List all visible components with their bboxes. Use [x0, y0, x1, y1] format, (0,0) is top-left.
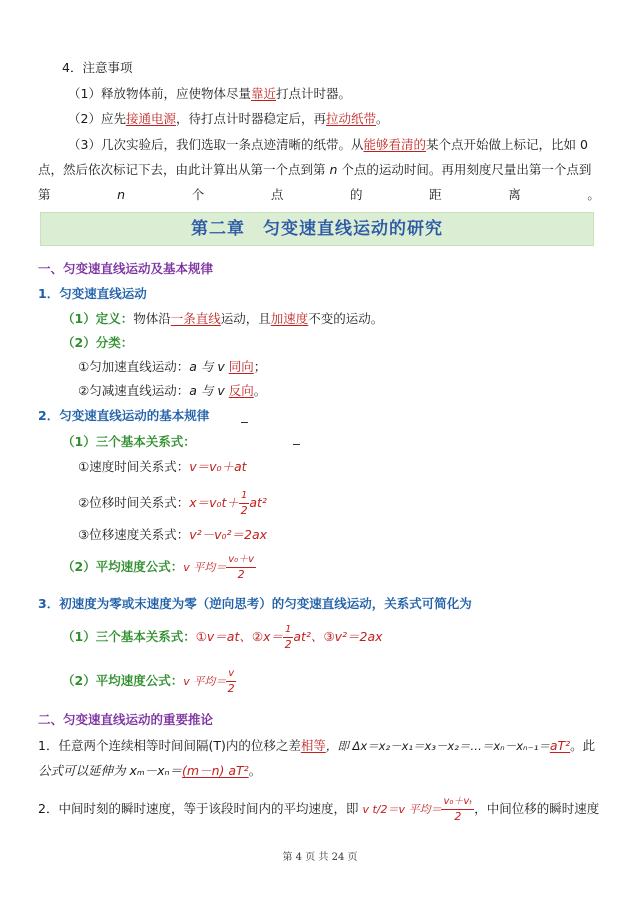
simplified-formula-1: ①v＝at、	[195, 629, 252, 644]
formula-expression-end: at²	[249, 495, 267, 510]
note-3-line-2-a: 点，然后依次标记下去，由此计算出从第一个点到第	[38, 162, 330, 177]
subsection-3-title: 3．初速度为零或末速度为零（逆向思考）的匀变速直线运动，关系式可简化为	[38, 596, 472, 611]
class-item-decelerate	[78, 383, 266, 399]
note-3-key: 能够看清的	[363, 137, 426, 152]
note-3-text-end: 某个点开始做上标记，比如 0	[425, 137, 588, 152]
fraction-denominator: 2	[454, 810, 462, 823]
justified-char: n	[117, 187, 126, 202]
formula-displacement-time	[78, 488, 267, 518]
note-2-text-mid: ，待打点计时器稳定后，再	[175, 111, 326, 126]
simplified-average-velocity-line	[62, 666, 236, 697]
formula-expression: v²－v₀²＝2ax	[189, 527, 268, 542]
fraction-denominator: 2	[240, 504, 248, 517]
chapter-title: 第二章 匀变速直线运动的研究	[40, 212, 594, 246]
subsection-1-title: 1．匀变速直线运动	[38, 286, 147, 301]
note-2-text-end: 。	[376, 111, 389, 126]
basic-relations-label: （1）三个基本关系式：	[62, 434, 196, 449]
average-velocity-label: （2）平均速度公式：	[62, 559, 184, 574]
justified-char: 离	[508, 187, 521, 202]
class-item-key: 反向	[228, 383, 254, 398]
simplified-relations-label: （1）三个基本关系式：	[62, 629, 196, 644]
note-1-text: （1）释放物体前，应使物体尽量	[68, 86, 251, 101]
class-item-label: ②匀减速直线运动：	[78, 383, 190, 398]
inference-2-fraction	[441, 795, 474, 824]
fraction-half	[283, 623, 293, 652]
inference-1-extension: 公式可以延伸为 xₘ－xₙ＝	[38, 763, 183, 778]
justified-char: 。	[587, 187, 600, 202]
definition-key-1: 一条直线	[170, 311, 221, 326]
inference-2-lhs: v t/2＝v 平均＝	[362, 803, 442, 816]
note-2-text: （2）应先	[68, 111, 126, 126]
formula-velocity-time	[78, 459, 247, 475]
inference-1-line-2	[38, 763, 261, 779]
justified-char: 的	[349, 187, 363, 202]
page-footer: 第 4 页 共 24 页	[282, 852, 358, 863]
fraction-numerator: 1	[283, 623, 293, 638]
inference-1-text: 1．任意两个连续相等时间间隔(T)内的位移之差	[38, 738, 301, 753]
inference-2-line	[38, 794, 599, 825]
average-velocity-lhs: v 平均＝	[183, 561, 227, 574]
notes-heading: 4．注意事项	[62, 60, 133, 75]
simplified-average-velocity-lhs: v 平均＝	[183, 675, 227, 688]
simplified-average-velocity-fraction	[226, 667, 236, 696]
definition-key-2: 加速度	[270, 311, 309, 326]
formula-label: ③位移速度关系式：	[78, 527, 190, 542]
inference-2-text: 2．中间时刻的瞬时速度，等于该段时间内的平均速度，即	[38, 801, 363, 816]
note-1-text-end: 打点计时器。	[275, 86, 351, 101]
note-2-key-1: 接通电源	[125, 111, 176, 126]
inference-1-line-1	[38, 738, 595, 754]
note-2-key-2: 拉动纸带	[325, 111, 376, 126]
note-item-1	[68, 86, 351, 102]
average-velocity-fraction	[226, 553, 256, 582]
simplified-relations-line	[62, 622, 383, 652]
underscore-mark	[241, 422, 248, 423]
fraction-numerator: v₀＋vₜ	[441, 795, 474, 810]
note-3-text: （3）几次实验后，我们选取一条点迹清晰的纸带。从	[68, 137, 364, 152]
fraction-half	[239, 489, 249, 518]
fraction-numerator: v	[226, 667, 236, 682]
definition-text: 物体沿	[133, 311, 171, 326]
note-item-2	[68, 111, 389, 127]
fraction-numerator: v₀＋v	[226, 553, 256, 568]
fraction-numerator: 1	[239, 489, 249, 504]
note-3-line-2-b: 个点的运动时间。再用刻度尺量出第一个点到	[337, 162, 592, 177]
inference-1-text-end: 。此	[570, 738, 596, 753]
formula-expression: v＝v₀＋at	[189, 459, 247, 474]
class-item-label: ①匀加速直线运动：	[78, 359, 190, 374]
class-item-vars: a 与 v	[189, 359, 229, 374]
definition-label: （1）定义：	[62, 311, 134, 326]
class-item-vars: a 与 v	[189, 383, 229, 398]
section-1-title: 一、匀变速直线运动及基本规律	[38, 261, 214, 276]
fraction-denominator: 2	[227, 682, 235, 695]
subsection-2-title: 2．匀变速直线运动的基本规律	[38, 408, 210, 423]
average-velocity-line	[62, 552, 256, 583]
simplified-formula-2: ②x＝	[251, 629, 283, 644]
formula-velocity-displacement	[78, 527, 267, 543]
note-3-n-var: n	[329, 162, 338, 177]
class-item-end: 。	[253, 383, 267, 398]
class-item-accelerate	[78, 359, 266, 375]
simplified-formula-3: ③v²＝2ax	[323, 629, 383, 644]
justified-char: 点	[270, 187, 284, 202]
inference-1-result: aT²	[549, 738, 571, 753]
inference-1-key: 相等	[300, 738, 326, 753]
underscore-mark	[293, 444, 300, 445]
definition-text-end: 不变的运动。	[308, 311, 384, 326]
formula-label: ②位移时间关系式：	[78, 495, 190, 510]
fraction-denominator: 2	[284, 638, 292, 651]
formula-expression: x＝v₀t＋	[189, 495, 239, 510]
definition-line	[62, 311, 383, 327]
justified-char: 第	[38, 187, 51, 202]
class-item-key: 同向	[228, 359, 254, 374]
inference-2-text-end: ，中间位移的瞬时速度	[474, 801, 600, 816]
section-2-title: 二、匀变速直线运动的重要推论	[38, 712, 214, 727]
inference-1-extension-result: (m－n) aT²	[182, 763, 249, 778]
simplified-average-velocity-label: （2）平均速度公式：	[62, 673, 184, 688]
note-1-key: 靠近	[250, 86, 276, 101]
inference-1-extension-end: 。	[248, 763, 262, 778]
simplified-formula-2-end: at²、	[293, 629, 324, 644]
justified-char: 个	[191, 187, 205, 202]
classification-label: （2）分类：	[62, 335, 134, 350]
class-item-end: ；	[253, 359, 267, 374]
justified-char: 距	[429, 187, 442, 202]
definition-text-mid: 运动，且	[220, 311, 271, 326]
note-item-3-line-2	[38, 162, 591, 178]
inference-1-formula: ，即 Δx＝x₂－x₁＝x₃－x₂＝…＝xₙ－xₙ₋₁＝	[325, 739, 550, 753]
formula-label: ①速度时间关系式：	[78, 459, 190, 474]
fraction-denominator: 2	[237, 568, 245, 581]
note-item-3-line-3	[38, 187, 600, 203]
note-item-3-line-1	[68, 137, 588, 153]
